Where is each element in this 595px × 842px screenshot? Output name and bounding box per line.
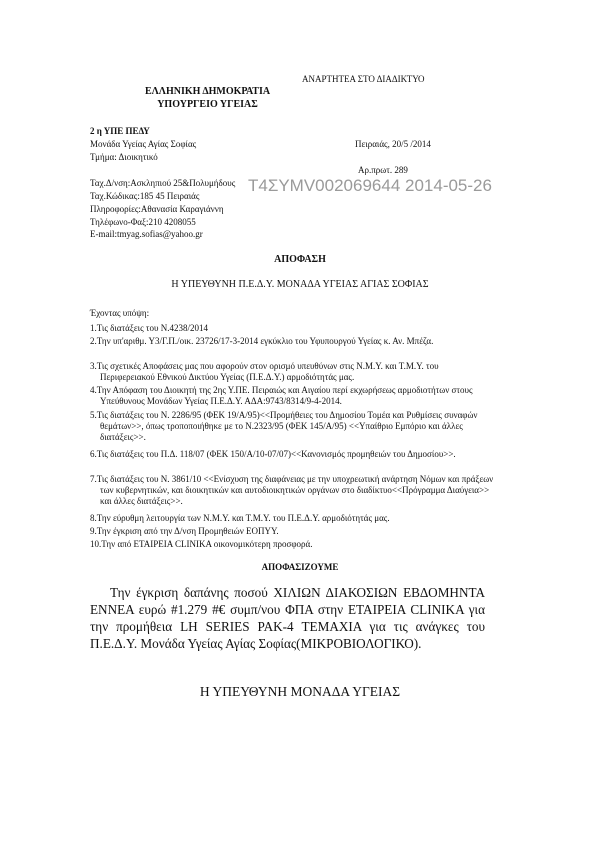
list-item: 5.Τις διατάξεις του Ν. 2286/95 (ΦΕΚ 19/Α/95)<<Προμήθειες του Δημοσίου Τομέα και Ρυθμίσεις συναφών θεμάτων>>, όπως τροποποιήθηκε με το Ν.2323/95 (ΦΕΚ 145/Α/95) <<Υπαίθριο Εμπόριο και άλλες διατάξεις>>.	[90, 410, 478, 442]
considering-label: Έχοντας υπόψη:	[90, 308, 150, 318]
ministry-title: ΥΠΟΥΡΓΕΙΟ ΥΓΕΙΑΣ	[157, 99, 258, 110]
email-link[interactable]: E-mail:tmyag.sofias@yahoo.gr	[90, 229, 203, 239]
postal-code: Ταχ.Κώδικας:185 45 Πειραιάς	[90, 191, 200, 201]
list-item: 8.Την εύρυθμη λειτουργία των Ν.Μ.Υ. και Τ.Μ.Υ. του Π.Ε.Δ.Υ. αρμοδιότητάς μας.	[90, 513, 390, 523]
list-item: 3.Τις σχετικές Αποφάσεις μας που αφορούν στον ορισμό υπευθύνων στις Ν.Μ.Υ. και Τ.Μ.Υ. του Περιφερειακού Εθνικού Δικτύου Υγείας (Π.Ε.Δ.Υ.) αρμοδιότητάς μας.	[90, 361, 439, 382]
resolve-heading: ΑΠΟΦΑΣΙΖΟΥΜΕ	[261, 562, 339, 572]
decision-heading: ΑΠΟΦΑΣΗ	[274, 254, 326, 265]
list-item: 9.Την έγκριση από την Δ/νση Προμηθειών ΕΟΠΥΥ.	[90, 526, 279, 536]
posting-note: ΑΝΑΡΤΗΤΕΑ ΣΤΟ ΔΙΑΔΙΚΤΥΟ	[302, 74, 425, 84]
contact-info: Πληροφορίες:Αθανασία Καραγιάννη	[90, 204, 224, 214]
list-item: 2.Την υπ'αριθμ. Υ3/Γ.Π./οικ. 23726/17-3-2014 εγκύκλιο του Υφυπουργού Υγείας κ. Αν. Μπέζα.	[90, 336, 434, 346]
phone-fax: Τηλέφωνο-Φαξ:210 4208055	[90, 217, 196, 227]
list-item: 10.Την από ΕΤΑΙΡΕΙΑ CLINIKA οικονομικότερη προσφορά.	[90, 539, 313, 549]
authority-name: 2 η ΥΠΕ ΠΕΔΥ	[90, 126, 150, 136]
list-item: 1.Τις διατάξεις του Ν.4238/2014	[90, 323, 208, 333]
list-item: 7.Τις διατάξεις του Ν. 3861/10 <<Ενίσχυση της διαφάνειας με την υποχρεωτική ανάρτηση Νόμων και πράξεων των κυβερνητικών, και διοικητικών και αυτοδιοικητικών οργάνων στο διαδίκτυο<<Πρόγραμμα Διαύγεια>> και άλλες διατάξεις>>.	[90, 474, 494, 506]
department: Τμήμα: Διοικητικό	[90, 152, 158, 162]
republic-title: ΕΛΛΗΝΙΚΗ ΔΗΜΟΚΡΑΤΙΑ	[144, 86, 271, 97]
protocol-number: Αρ.πρωτ. 289	[358, 165, 408, 175]
place-date: Πειραιάς, 20/5 /2014	[355, 139, 431, 149]
diavgeia-watermark: Τ4ΣΥΜV002069644 2014-05-26	[248, 176, 492, 195]
decision-issuer: Η ΥΠΕΥΘΥΝΗ Π.Ε.Δ.Υ. ΜΟΝΑΔΑ ΥΓΕΙΑΣ ΑΓΙΑΣ ΣΟΦΙΑΣ	[171, 279, 429, 290]
decision-body: Την έγκριση δαπάνης ποσού ΧΙΛΙΩΝ ΔΙΑΚΟΣΙΩΝ ΕΒΔΟΜΗΝΤΑ ΕΝΝΕΑ ευρώ #1.279 #€ συμπ/νου ΦΠΑ στην ΕΤΑΙΡΕΙΑ CLINIKA για την προμήθεια LH SERIES PAK-4 ΤΕΜΑΧΙΑ για τις ανάγκες του Π.Ε.Δ.Υ. Μονάδα Υγείας Αγίας Σοφίας(ΜΙΚΡΟΒΙΟΛΟΓΙΚΟ).	[90, 585, 485, 651]
address: Ταχ.Δ/νση:Ασκληπιού 25&Πολυμήδους	[90, 178, 236, 188]
signature: Η ΥΠΕΥΘΥΝΗ ΜΟΝΑΔΑ ΥΓΕΙΑΣ	[199, 684, 401, 699]
unit-name: Μονάδα Υγείας Αγίας Σοφίας	[90, 139, 197, 149]
list-item: 4.Την Απόφαση του Διοικητή της 2ης Υ.ΠΕ. Πειραιώς και Αιγαίου περί εκχωρήσεως αρμοδιοτήτων στους Υπεύθυνους Μονάδων Υγείας Π.Ε.Δ.Υ. ΑΔΑ:9743/8314/9-4-2014.	[90, 385, 473, 406]
list-item: 6.Τις διατάξεις του Π.Δ. 118/07 (ΦΕΚ 150/Α/10-07/07)<<Κανονισμός προμηθειών του Δημοσίου>>.	[90, 449, 456, 459]
